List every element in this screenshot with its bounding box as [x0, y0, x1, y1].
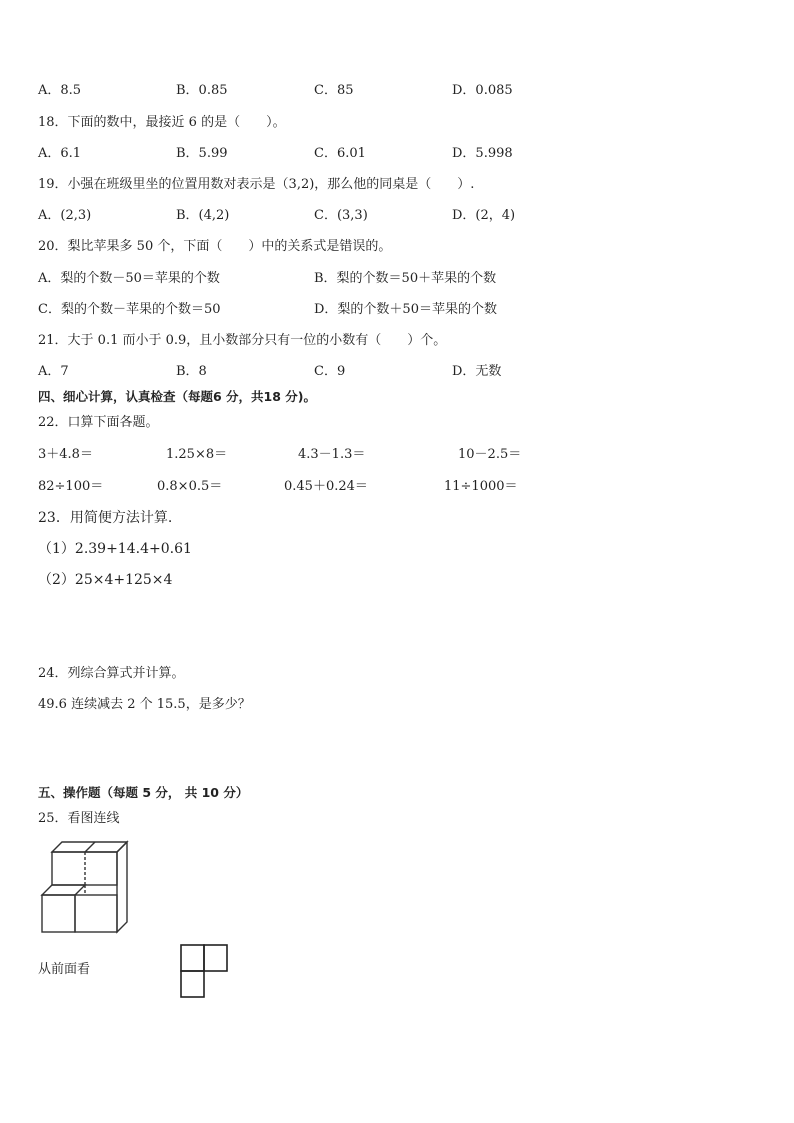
- q18-option-b: B．5.99: [176, 146, 228, 161]
- section-5-heading: 五、操作题（每题 5 分， 共 10 分）: [38, 785, 249, 800]
- q17-option-d: D．0.085: [452, 83, 513, 98]
- q20-option-d: D．梨的个数＋50＝苹果的个数: [314, 302, 497, 317]
- cube-stack-figure: [38, 838, 130, 934]
- q22-row1-item3: 4.3－1.3＝: [298, 447, 366, 462]
- q22-row1-item4: 10－2.5＝: [458, 447, 522, 462]
- q22-row1-item1: 3＋4.8＝: [38, 447, 93, 462]
- q18-option-a: A．6.1: [38, 146, 82, 161]
- q21-option-c: C．9: [314, 364, 346, 379]
- q19-option-d: D．(2，4): [452, 208, 516, 223]
- q18-option-c: C．6.01: [314, 146, 366, 161]
- q17-option-b: B．0.85: [176, 83, 228, 98]
- q24-text: 49.6 连续减去 2 个 15.5，是多少？: [38, 697, 251, 712]
- q20-option-b: B．梨的个数＝50＋苹果的个数: [314, 271, 497, 286]
- q21-option-d: D．无数: [452, 364, 502, 379]
- q25-stem: 25．看图连线: [38, 811, 120, 826]
- q18-option-d: D．5.998: [452, 146, 513, 161]
- q19-option-a: A．(2,3): [38, 208, 92, 223]
- q21-stem: 21．大于 0.1 而小于 0.9，且小数部分只有一位的小数有（ ）个。: [38, 333, 447, 348]
- q20-stem: 20．梨比苹果多 50 个，下面（ ）中的关系式是错误的。: [38, 239, 392, 254]
- q22-row2-item3: 0.45＋0.24＝: [284, 479, 368, 494]
- q22-row2-item4: 11÷1000＝: [444, 479, 518, 494]
- q19-stem: 19．小强在班级里坐的位置用数对表示是（3,2)，那么他的同桌是（ ）.: [38, 177, 475, 192]
- q23-item-1: （1）2.39+14.4+0.61: [38, 541, 192, 557]
- q22-row1-item2: 1.25×8＝: [166, 447, 228, 462]
- q22-row2-item1: 82÷100＝: [38, 479, 104, 494]
- q24-stem: 24．列综合算式并计算。: [38, 666, 185, 681]
- q17-option-c: C．85: [314, 83, 354, 98]
- q25-view-label: 从前面看: [38, 962, 91, 977]
- q20-option-c: C．梨的个数－苹果的个数＝50: [38, 302, 221, 317]
- q20-option-a: A．梨的个数－50＝苹果的个数: [38, 271, 220, 286]
- section-4-heading: 四、细心计算，认真检查（每题6 分，共18 分)。: [38, 389, 317, 404]
- q18-stem: 18．下面的数中，最接近 6 的是（ ）。: [38, 115, 286, 130]
- q23-stem: 23．用简便方法计算.: [38, 510, 173, 526]
- q19-option-c: C．(3,3): [314, 208, 368, 223]
- q22-stem: 22．口算下面各题。: [38, 415, 159, 430]
- q22-row2-item2: 0.8×0.5＝: [157, 479, 223, 494]
- q17-option-a: A．8.5: [38, 83, 82, 98]
- q19-option-b: B．(4,2): [176, 208, 230, 223]
- q23-item-2: （2）25×4+125×4: [38, 572, 173, 588]
- q21-option-b: B．8: [176, 364, 207, 379]
- front-view-figure: [180, 944, 230, 998]
- q21-option-a: A．7: [38, 364, 69, 379]
